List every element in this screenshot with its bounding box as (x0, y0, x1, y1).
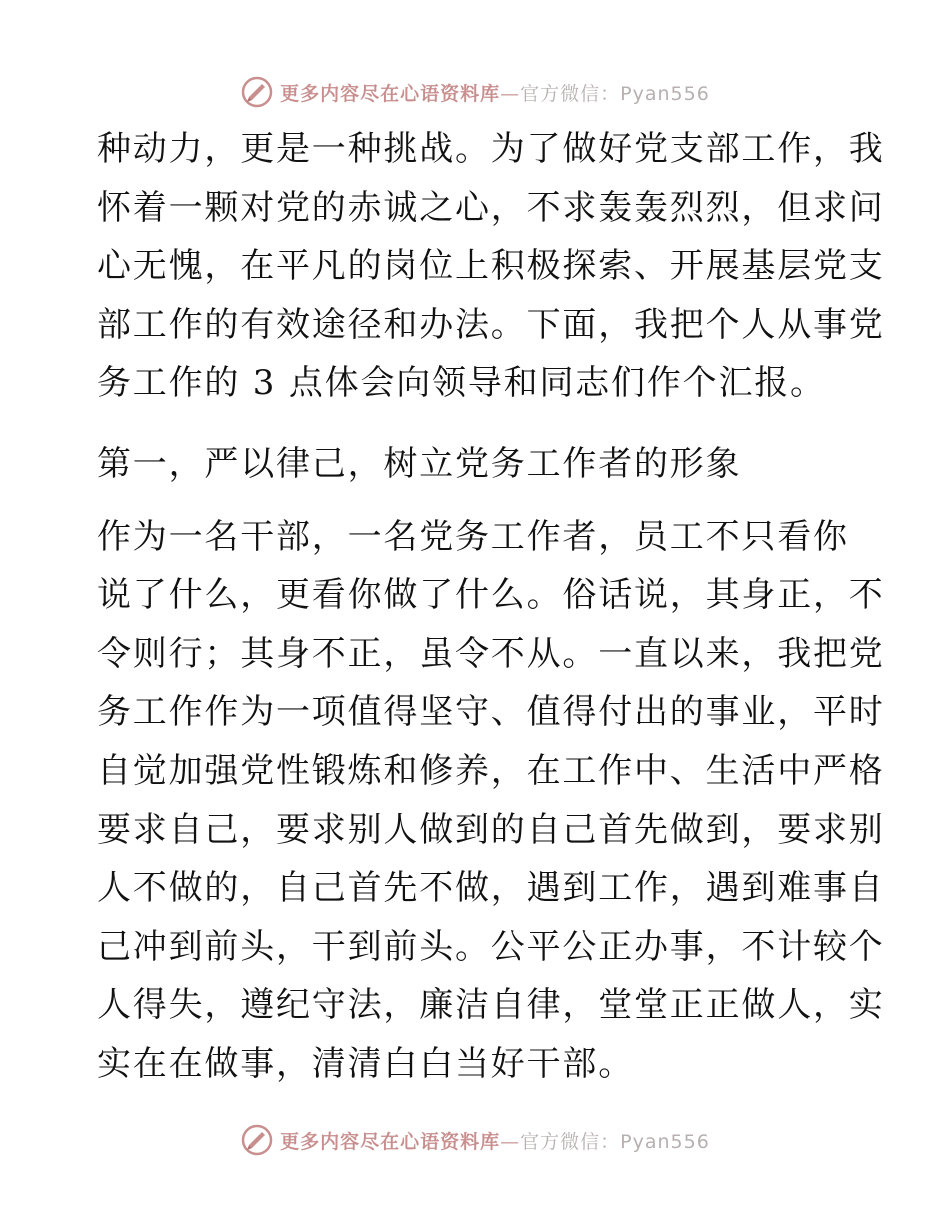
text-line: 心无愧，在平凡的岗位上积极探索、开展基层党支 (97, 246, 885, 287)
text-line: 己冲到前头，干到前头。公平公正办事，不计较个 (97, 926, 885, 967)
text-line: 作为一名干部，一名党务工作者，员工不只看你 (97, 516, 849, 557)
text-line: 令则行；其身不正，虽令不从。一直以来，我把党 (97, 633, 885, 674)
watermark-header (0, 72, 950, 112)
watermark-text (280, 79, 710, 106)
watermark-wechat: 官方微信：Pyan556 (520, 82, 710, 105)
paragraph-intro (97, 120, 885, 413)
text-line: 人不做的，自己首先不做，遇到工作，遇到难事自 (97, 868, 885, 909)
text-line: 部工作的有效途径和办法。下面，我把个人从事党 (97, 304, 885, 345)
section-heading (97, 435, 857, 494)
text-line: 说了什么，更看你做了什么。俗话说，其身正，不 (97, 575, 885, 616)
text-line: 种动力，更是一种挑战。为了做好党支部工作，我 (97, 129, 885, 169)
section-heading-text: 第一，严以律己，树立党务工作者的形象 (97, 443, 742, 484)
text-line: 自觉加强党性锻炼和修养，在工作中、生活中严格 (97, 750, 885, 791)
book-pen-logo-icon (240, 1123, 274, 1157)
text-line: 怀着一颗对党的赤诚之心，不求轰轰烈烈，但求问 (97, 187, 885, 228)
book-pen-logo-icon (240, 75, 274, 109)
text-line: 要求自己，要求别人做到的自己首先做到，要求别 (97, 809, 885, 850)
watermark-wechat: 官方微信：Pyan556 (520, 1130, 710, 1153)
text-line: 人得失，遵纪守法，廉洁自律，堂堂正正做人，实 (97, 985, 885, 1026)
watermark-brand: 更多内容尽在心语资料库 (280, 1130, 501, 1153)
paragraph-section-one (97, 508, 885, 1094)
watermark-brand: 更多内容尽在心语资料库 (280, 82, 501, 105)
text-line: 务工作的 3 点体会向领导和同志们作个汇报。 (97, 363, 826, 404)
text-line: 实在在做事，清清白白当好干部。 (97, 1043, 634, 1084)
document-body (97, 120, 885, 1094)
text-line: 务工作作为一项值得坚守、值得付出的事业，平时 (97, 692, 885, 733)
watermark-separator: — (500, 82, 521, 105)
watermark-separator: — (500, 1130, 521, 1153)
watermark-footer (0, 1120, 950, 1160)
watermark-text (280, 1127, 710, 1154)
